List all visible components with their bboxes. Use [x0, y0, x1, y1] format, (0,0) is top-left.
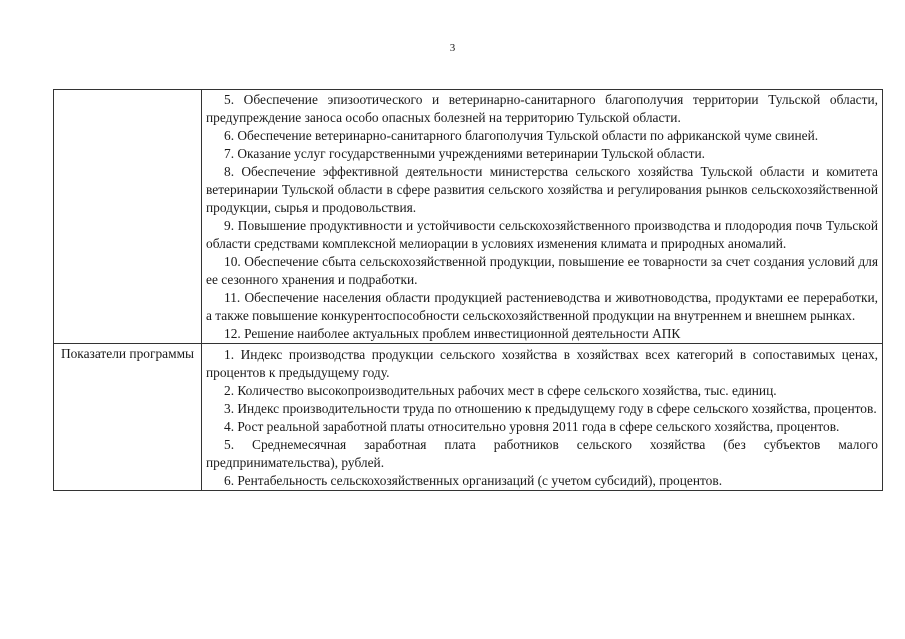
- program-table: [53, 89, 883, 491]
- table-row: [54, 344, 883, 491]
- list-item: 12. Решение наиболее актуальных проблем инвестиционной деятельности АПК: [224, 326, 681, 341]
- list-item: 8. Обеспечение эффективной деятельности министерства сельского хозяйства Тульской области и комитета ветеринарии Тульской области в сфере развития сельского хозяйства и регулирования рынков сельскохозяйственной продукции, сырья и продовольствия.: [206, 164, 878, 215]
- list-item: 10. Обеспечение сбыта сельскохозяйственной продукции, повышение ее товарности за счет создания условий для ее сезонного хранения и подработки.: [206, 254, 878, 287]
- page-number: 3: [449, 42, 456, 54]
- list-item: 2. Количество высокопроизводительных рабочих мест в сфере сельского хозяйства, тыс. единиц.: [224, 383, 777, 398]
- row-label-cell: [54, 90, 202, 344]
- list-item: 9. Повышение продуктивности и устойчивости сельскохозяйственного производства и плодородия почв Тульской области средствами комплексной мелиорации в условиях изменения климата и природных аномалий.: [206, 218, 878, 251]
- list-item: 11. Обеспечение населения области продукцией растениеводства и животноводства, продуктами ее переработки, а также повышение конкурентоспособности сельскохозяйственной продукции на внутреннем и внешнем рынках.: [206, 290, 878, 323]
- list-item: 4. Рост реальной заработной платы относительно уровня 2011 года в сфере сельского хозяйства, процентов.: [224, 419, 840, 434]
- list-item: 6. Рентабельность сельскохозяйственных организаций (с учетом субсидий), процентов.: [224, 473, 723, 488]
- list-item: 7. Оказание услуг государственными учреждениями ветеринарии Тульской области.: [224, 146, 705, 161]
- list-item: 3. Индекс производительности труда по отношению к предыдущему году в сфере сельского хозяйства, процентов.: [224, 401, 877, 416]
- row-content-cell: [202, 344, 883, 491]
- list-item: 6. Обеспечение ветеринарно-санитарного благополучия Тульской области по африканской чуме свиней.: [224, 128, 819, 143]
- table-row: [54, 90, 883, 344]
- list-item: 5. Среднемесячная заработная плата работников сельского хозяйства (без субъектов малого предпринимательства), рублей.: [206, 437, 878, 470]
- row-label-cell: Показатели программы: [54, 344, 202, 491]
- list-item: 1. Индекс производства продукции сельского хозяйства в хозяйствах всех категорий в сопоставимых ценах, процентов к предыдущему году.: [206, 347, 878, 380]
- row-content-cell: [202, 90, 883, 344]
- list-item: 5. Обеспечение эпизоотического и ветеринарно-санитарного благополучия территории Тульской области, предупреждение заноса особо опасных болезней на территорию Тульской области.: [206, 92, 878, 125]
